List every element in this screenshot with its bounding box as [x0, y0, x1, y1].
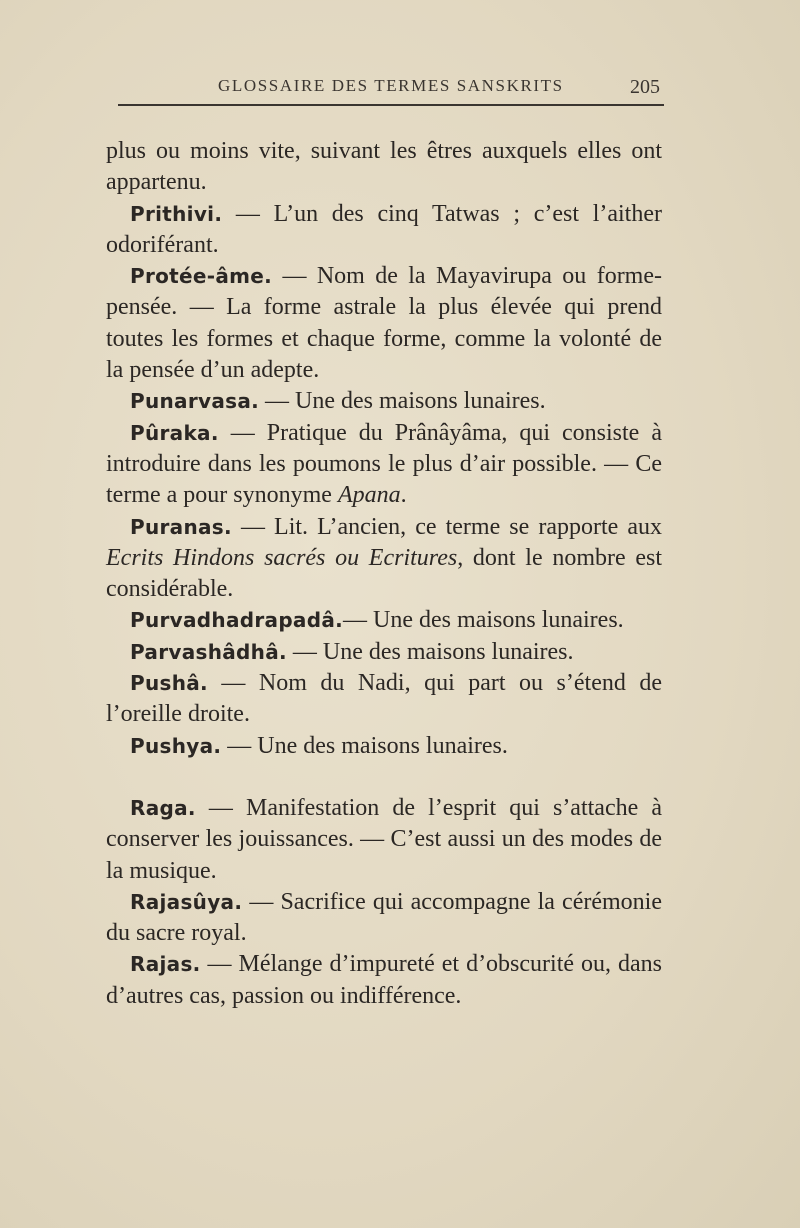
entry-term: Pûraka.: [130, 420, 219, 445]
entry-text: — Mélange d’impureté et d’obscurité ou, dans d’autres cas, passion ou indifférence.: [106, 951, 662, 1009]
glossary-entry-raga: [106, 793, 662, 887]
entry-term: Puranas.: [130, 514, 232, 539]
entry-text-end: , dont le nombre est considérable.: [106, 544, 662, 603]
glossary-entry-rajasuya: [106, 887, 662, 950]
glossary-entry-pushya: [106, 731, 662, 762]
entry-term: Pushya.: [130, 733, 222, 758]
entry-text: — Pratique du Prânâyâma, qui consiste à introduire dans les poumons le plus d’air possible. — Ce terme a pour synonyme: [106, 419, 662, 509]
glossary-text: [106, 136, 662, 1012]
running-title: GLOSSAIRE DES TERMES SANSKRITS: [218, 76, 564, 95]
entry-text: — L’un des cinq Tatwas ; c’est l’aither odoriférant.: [106, 200, 662, 258]
entry-text-end: .: [400, 482, 407, 509]
entry-term: Rajas.: [130, 952, 201, 977]
page-number: 205: [630, 76, 660, 98]
entry-text: — Une des maisons lunaires.: [259, 388, 546, 415]
glossary-entry-puranas: [106, 512, 662, 606]
header-rule: [118, 104, 664, 106]
entry-term: Raga.: [130, 795, 196, 820]
entry-term: Parvashâdhâ.: [130, 639, 287, 664]
entry-text: — Sacrifice qui accompagne la cérémonie du sacre royal.: [106, 888, 662, 947]
entry-text: plus ou moins vite, suivant les êtres auxquels elles ont appartenu.: [106, 138, 662, 196]
glossary-entry-protee-ame: [106, 261, 662, 386]
entry-text: — Une des maisons lunaires.: [221, 732, 508, 759]
running-head: [0, 74, 800, 104]
entry-term: Purvadhadrapadâ.: [130, 608, 344, 633]
entry-italic: Apana: [337, 482, 401, 509]
entry-text: — Une des maisons lunaires.: [343, 607, 624, 634]
glossary-entry-prithivi: [106, 199, 662, 262]
entry-text: — Nom du Nadi, qui part ou s’étend de l’oreille droite.: [106, 670, 662, 728]
entry-italic: Ecrits Hindons sacrés ou Ecritures: [106, 544, 458, 571]
entry-term: Prithivi.: [130, 201, 223, 226]
glossary-entry-purvadhadrapada: [106, 605, 662, 636]
entry-term: Protée-âme.: [130, 264, 273, 289]
entry-text: — Manifestation de l’esprit qui s’attache à conserver les jouissances. — C’est aussi un des modes de la musique.: [106, 794, 662, 884]
entry-text: — Une des maisons lunaires.: [286, 638, 574, 665]
entry-text: — Nom de la Mayavirupa ou forme-pensée. — La forme astrale la plus élevée qui prend toutes les formes et chaque forme, comme la volonté de la pensée d’un adepte.: [106, 263, 662, 384]
entry-term: Pushâ.: [130, 671, 208, 696]
glossary-entry-rajas: [106, 949, 662, 1012]
glossary-entry-punarvasa: [106, 386, 662, 417]
entry-term: Rajasûya.: [130, 889, 243, 914]
entry-term: Punarvasa.: [130, 389, 260, 414]
glossary-entry-pusha: [106, 668, 662, 731]
glossary-entry-puraka: [106, 418, 662, 512]
glossary-entry-parvashadha: [106, 637, 662, 668]
entry-text: — Lit. L’ancien, ce terme se rapporte aux: [231, 513, 662, 540]
glossary-entry-continuation: [106, 136, 662, 199]
